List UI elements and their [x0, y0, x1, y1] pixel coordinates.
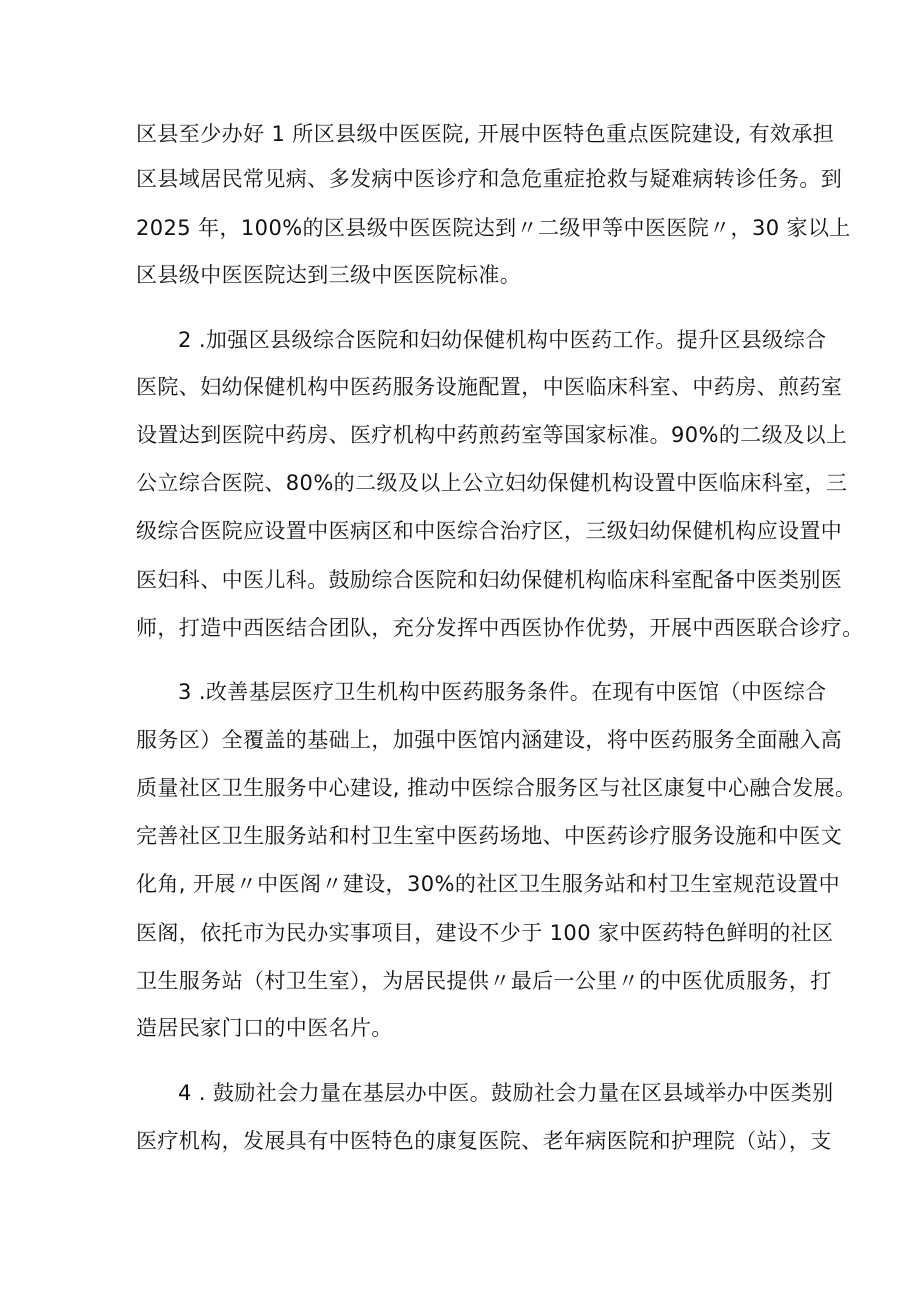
paragraph-2-heading-line: 2 .加强区县级综合医院和妇幼保健机构中医药工作。提升区县级综合: [178, 328, 827, 352]
paragraph-4-heading-line: 4 . 鼓励社会力量在基层办中医。鼓励社会力量在区县域举办中医类别: [178, 1081, 834, 1105]
text-line-13: 服务区）全覆盖的基础上，加强中医馆内涵建设，将中医药服务全面融入高: [136, 728, 843, 752]
text-line-2: 区县域居民常见病、多发病中医诊疗和急危重症抢救与疑难病转诊任务。到: [136, 167, 843, 191]
text-line-9: 级综合医院应设置中医病区和中医综合治疗区，三级妇幼保健机构应设置中: [136, 519, 843, 543]
text-line-18: 卫生服务站（村卫生室），为居民提供〃最后一公里〃的中医优质服务，打: [136, 969, 832, 993]
paragraph-3-heading-line: 3 .改善基层医疗卫生机构中医药服务条件。在现有中医馆（中医综合: [178, 680, 827, 704]
text-line-15: 完善社区卫生服务站和村卫生室中医药场地、中医药诊疗服务设施和中医文: [136, 824, 843, 848]
text-line-7: 设置达到医院中药房、医疗机构中药煎药室等国家标准。90%的二级及以上: [136, 423, 848, 447]
text-line-3: 2025 年，100%的区县级中医医院达到〃二级甲等中医医院〃，30 家以上: [136, 216, 851, 240]
text-line-14: 质量社区卫生服务中心建设, 推动中医综合服务区与社区康复中心融合发展。: [136, 776, 857, 800]
text-line-4: 区县级中医医院达到三级中医医院标准。: [136, 263, 522, 287]
text-line-11: 师，打造中西医结合团队，充分发挥中西医协作优势，开展中西医联合诊疗。: [136, 616, 864, 640]
text-line-17: 医阁，依托市为民办实事项目，建设不少于 100 家中医药特色鲜明的社区: [136, 921, 834, 945]
text-line-21: 医疗机构，发展具有中医特色的康复医院、老年病医院和护理院（站），支: [136, 1129, 832, 1153]
text-line-10: 医妇科、中医儿科。鼓励综合医院和妇幼保健机构临床科室配备中医类别医: [136, 568, 843, 592]
text-line-19: 造居民家门口的中医名片。: [136, 1016, 393, 1040]
text-line-6: 医院、妇幼保健机构中医药服务设施配置，中医临床科室、中药房、煎药室: [136, 375, 843, 399]
text-line-16: 化角, 开展〃中医阁〃建设，30%的社区卫生服务站和村卫生室规范设置中: [136, 872, 841, 896]
text-line-1: 区县至少办好 1 所区县级中医医院, 开展中医特色重点医院建设, 有效承担: [136, 122, 835, 146]
text-line-8: 公立综合医院、80%的二级及以上公立妇幼保健机构设置中医临床科室，三: [136, 471, 848, 495]
